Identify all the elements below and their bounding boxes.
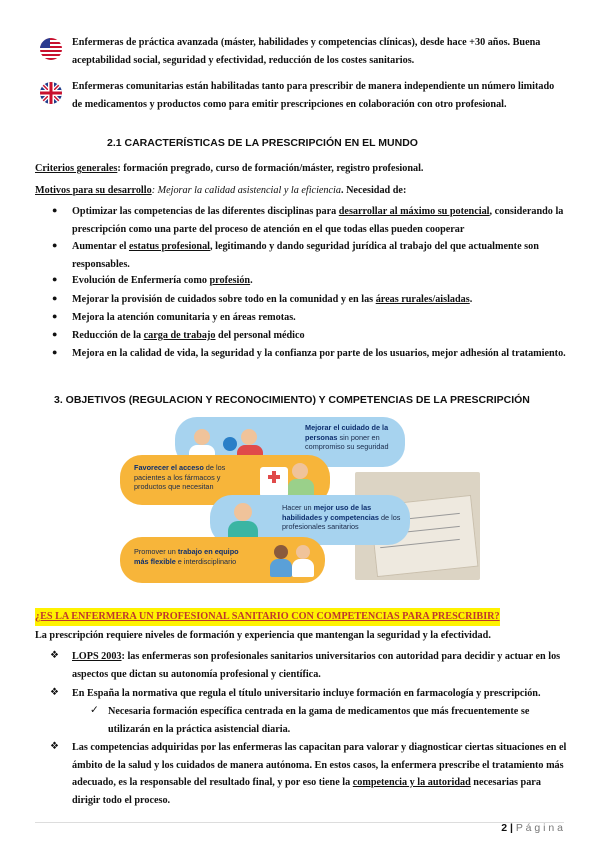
diamond-bullet-icon: ❖ (50, 650, 60, 661)
bullet-text: Mejora en la calidad de vida, la seguridad y la confianza por parte de los usuarios, mejor adhesión al tratamiento. (72, 348, 566, 359)
bullet-dot-icon: ● (52, 347, 58, 357)
question-title: ¿ES LA ENFERMERA UN PROFESIONAL SANITARIO CON COMPETENCIAS PARA PRESCRIBIR? (35, 608, 500, 626)
p1-bold1: Mejorar el cuidado de la (305, 423, 389, 432)
criterios-label: Criterios generales (35, 163, 118, 174)
motivos-bullet-item (72, 345, 567, 363)
colleagues-illustration (270, 541, 318, 579)
competencias-end: necesarias para dirigir todo el proceso. (72, 777, 541, 806)
bullet-text-end: . (469, 294, 473, 305)
lops-label: LOPS 2003 (72, 651, 122, 662)
bullet-underlined: profesión (209, 275, 251, 286)
section-3-title: 3. OBJETIVOS (REGULACION Y RECONOCIMIENTO) Y COMPETENCIAS DE LA PRESCRIPCIÓN (54, 394, 530, 406)
motivos-bullet-item (72, 203, 567, 238)
bullet-underlined: desarrollar al máximo su potencial (338, 206, 490, 217)
espana-paragraph: En España la normativa que regula el título universitario incluye formación en farmacología y prescripción. (72, 688, 541, 699)
p2-text: de los pacientes a los fármacos y productos que necesitan (134, 463, 226, 491)
motivos-label: Motivos para su desarrollo (35, 185, 152, 196)
lops-text: : las enfermeras son profesionales sanitarios universitarios con autoridad para decidir y actuar en los aspectos que dictan su autonomía profesional y científica. (72, 651, 561, 680)
competencias-text: Las competencias adquiridas por las enfermeras las capacitan para valorar y diagnosticar ciertas situaciones en el ámbito de la salud y los cuidados de manera autónoma. En estos casos, la enfermera prescribe el tratamiento más adecuado, es la responsable del resultado final, y por eso tiene la (72, 742, 567, 788)
bullet-text-end: , considerando la prescripción como una parte del proceso de atención en el que todas ellas pueden cooperar (72, 206, 564, 235)
motivos-bullet-item (72, 291, 567, 309)
bullet-underlined: estatus profesional (128, 241, 211, 252)
bullet-underlined: carga de trabajo (143, 330, 216, 341)
motivos-end: . Necesidad de: (340, 185, 407, 196)
formacion-paragraph: Necesaria formación específica centrada en la gama de medicamentos que más frecuentemente se utilizarán en la práctica asistencial diaria. (108, 706, 530, 735)
diamond-bullet-icon: ❖ (50, 687, 60, 698)
motivos-italic: : Mejorar la calidad asistencial y la eficiencia (151, 185, 341, 196)
question-lead: La prescripción requiere niveles de formación y experiencia que mantengan la seguridad y la efectividad. (35, 630, 491, 641)
p3-bold: mejor uso de las habilidades y competencias (282, 503, 379, 522)
p1-bold2: personas (305, 432, 338, 442)
bullet-underlined: áreas rurales/aisladas (375, 294, 470, 305)
lops-paragraph (72, 648, 567, 683)
p3-text2: de los profesionales sanitarios (282, 512, 401, 531)
bullet-text: Mejora la atención comunitaria y en áreas remotas. (72, 312, 296, 323)
bullet-dot-icon: ● (52, 329, 58, 339)
motivos-bullet-item (72, 238, 567, 273)
footer-divider (35, 822, 564, 823)
pharmacy-illustration (260, 461, 320, 499)
page-label: P á g i n a (515, 822, 563, 834)
uk-text: Enfermeras comunitarias están habilitadas tanto para prescribir de manera independiente un número limitado de medicamentos y productos como para emitir prescripciones en colaboración con otro profesional. (72, 81, 555, 110)
bullet-text-end: . (250, 275, 253, 286)
bullet-dot-icon: ● (52, 293, 58, 303)
bullet-text-end: del personal médico (215, 330, 305, 341)
diamond-bullet-icon: ❖ (50, 741, 60, 752)
motivos-bullet-item (72, 272, 567, 290)
bullet-dot-icon: ● (52, 205, 58, 215)
footer-separator: | (507, 822, 516, 834)
team-illustration (224, 501, 274, 541)
criterios-text: : formación pregrado, curso de formación/máster, registro profesional. (117, 163, 424, 174)
us-flag-icon (40, 38, 62, 60)
bullet-dot-icon: ● (52, 274, 58, 284)
p3-text1: Hacer un (282, 503, 314, 512)
criterios-line (35, 160, 575, 178)
page-footer (501, 822, 563, 834)
us-text: Enfermeras de práctica avanzada (máster, habilidades y competencias clínicas), desde hace +30 años. Buena aceptabilidad social, seguridad y efectividad, reducción de los costes sanitarios. (72, 37, 541, 66)
p1-text: sin poner en compromiso su seguridad (305, 432, 389, 451)
infographic (120, 417, 480, 587)
motivos-line (35, 182, 575, 200)
motivos-bullet-item (72, 327, 567, 345)
bullet-text-end: , legitimando y dando seguridad jurídica al trabajo del que actualmente son responsables. (72, 241, 539, 270)
bullet-dot-icon: ● (52, 240, 58, 250)
bullet-dot-icon: ● (52, 311, 58, 321)
uk-flag-icon (40, 82, 62, 104)
p4-text2: e interdisciplinario (175, 556, 237, 566)
p4-bold2: más flexible (134, 556, 176, 566)
objective-pill-teamwork (120, 537, 325, 583)
bullet-text: Reducción de la (72, 330, 144, 341)
bullet-text: Optimizar las competencias de las diferentes disciplinas para (72, 206, 339, 217)
bullet-text: Mejorar la provisión de cuidados sobre todo en la comunidad y en las (72, 294, 376, 305)
motivos-bullet-item (72, 309, 567, 327)
competencias-paragraph (72, 739, 567, 809)
bullet-text: Aumentar el (72, 241, 129, 252)
p4-text1: Promover un (134, 547, 178, 556)
page-number: 2 (501, 822, 508, 834)
p4-bold1: trabajo en equipo (177, 547, 239, 556)
checkmark-icon: ✓ (90, 705, 99, 716)
section-21-title: 2.1 CARACTERÍSTICAS DE LA PRESCRIPCIÓN EN EL MUNDO (107, 137, 418, 149)
bullet-text: Evolución de Enfermería como (72, 275, 210, 286)
competencias-underline: competencia y la autoridad (352, 777, 471, 788)
p2-bold: Favorecer el acceso (134, 463, 204, 472)
